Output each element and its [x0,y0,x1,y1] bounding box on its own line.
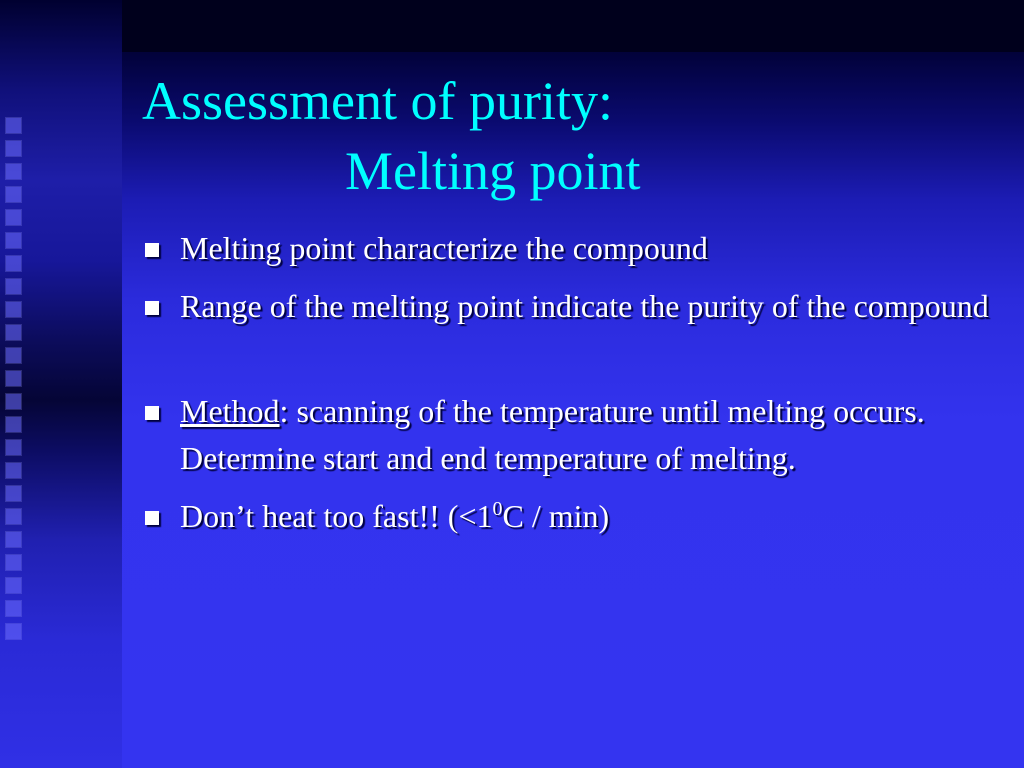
bullet-item [142,388,1002,482]
decorative-square [6,233,21,248]
decorative-square [6,164,21,179]
bullet-item [142,493,1002,540]
decorative-square [6,440,21,455]
bullet-item [142,225,1002,272]
decorative-square [6,118,21,133]
square-bullet-icon [145,406,159,420]
square-bullet-icon [145,243,159,257]
decorative-square [6,555,21,570]
decorative-square [6,256,21,271]
decorative-square [6,417,21,432]
square-bullet-icon [145,511,159,525]
title-line-1: Assessment of purity: [142,71,613,131]
decorative-square [6,624,21,639]
decorative-square-column [6,118,30,678]
decorative-square [6,187,21,202]
bullet-text: Range of the melting point indicate the purity of the compound [180,288,989,324]
bullet-text-post: C / min) [502,498,610,534]
decorative-square [6,141,21,156]
decorative-square [6,578,21,593]
degree-superscript: 0 [492,498,503,520]
decorative-square [6,302,21,317]
title-line-2: Melting point [345,141,641,201]
square-bullet-icon [145,301,159,315]
decorative-square [6,463,21,478]
bullet-text-pre: Don’t heat too fast!! (<1 [180,498,493,534]
method-label: Method [180,393,280,429]
bullet-list [142,225,1002,551]
decorative-square [6,371,21,386]
top-dark-band [122,0,1024,52]
decorative-square [6,394,21,409]
decorative-square [6,601,21,616]
bullet-text: Melting point characterize the compound [180,230,708,266]
decorative-square [6,532,21,547]
decorative-square [6,486,21,501]
bullet-text: : scanning of the temperature until melting occurs. Determine start and end temperature of melting. [180,393,925,476]
decorative-square [6,325,21,340]
decorative-square [6,509,21,524]
slide-title [142,66,641,206]
decorative-square [6,348,21,363]
decorative-square [6,279,21,294]
bullet-item [142,283,1002,330]
left-decorative-strip [0,0,122,768]
decorative-square [6,210,21,225]
